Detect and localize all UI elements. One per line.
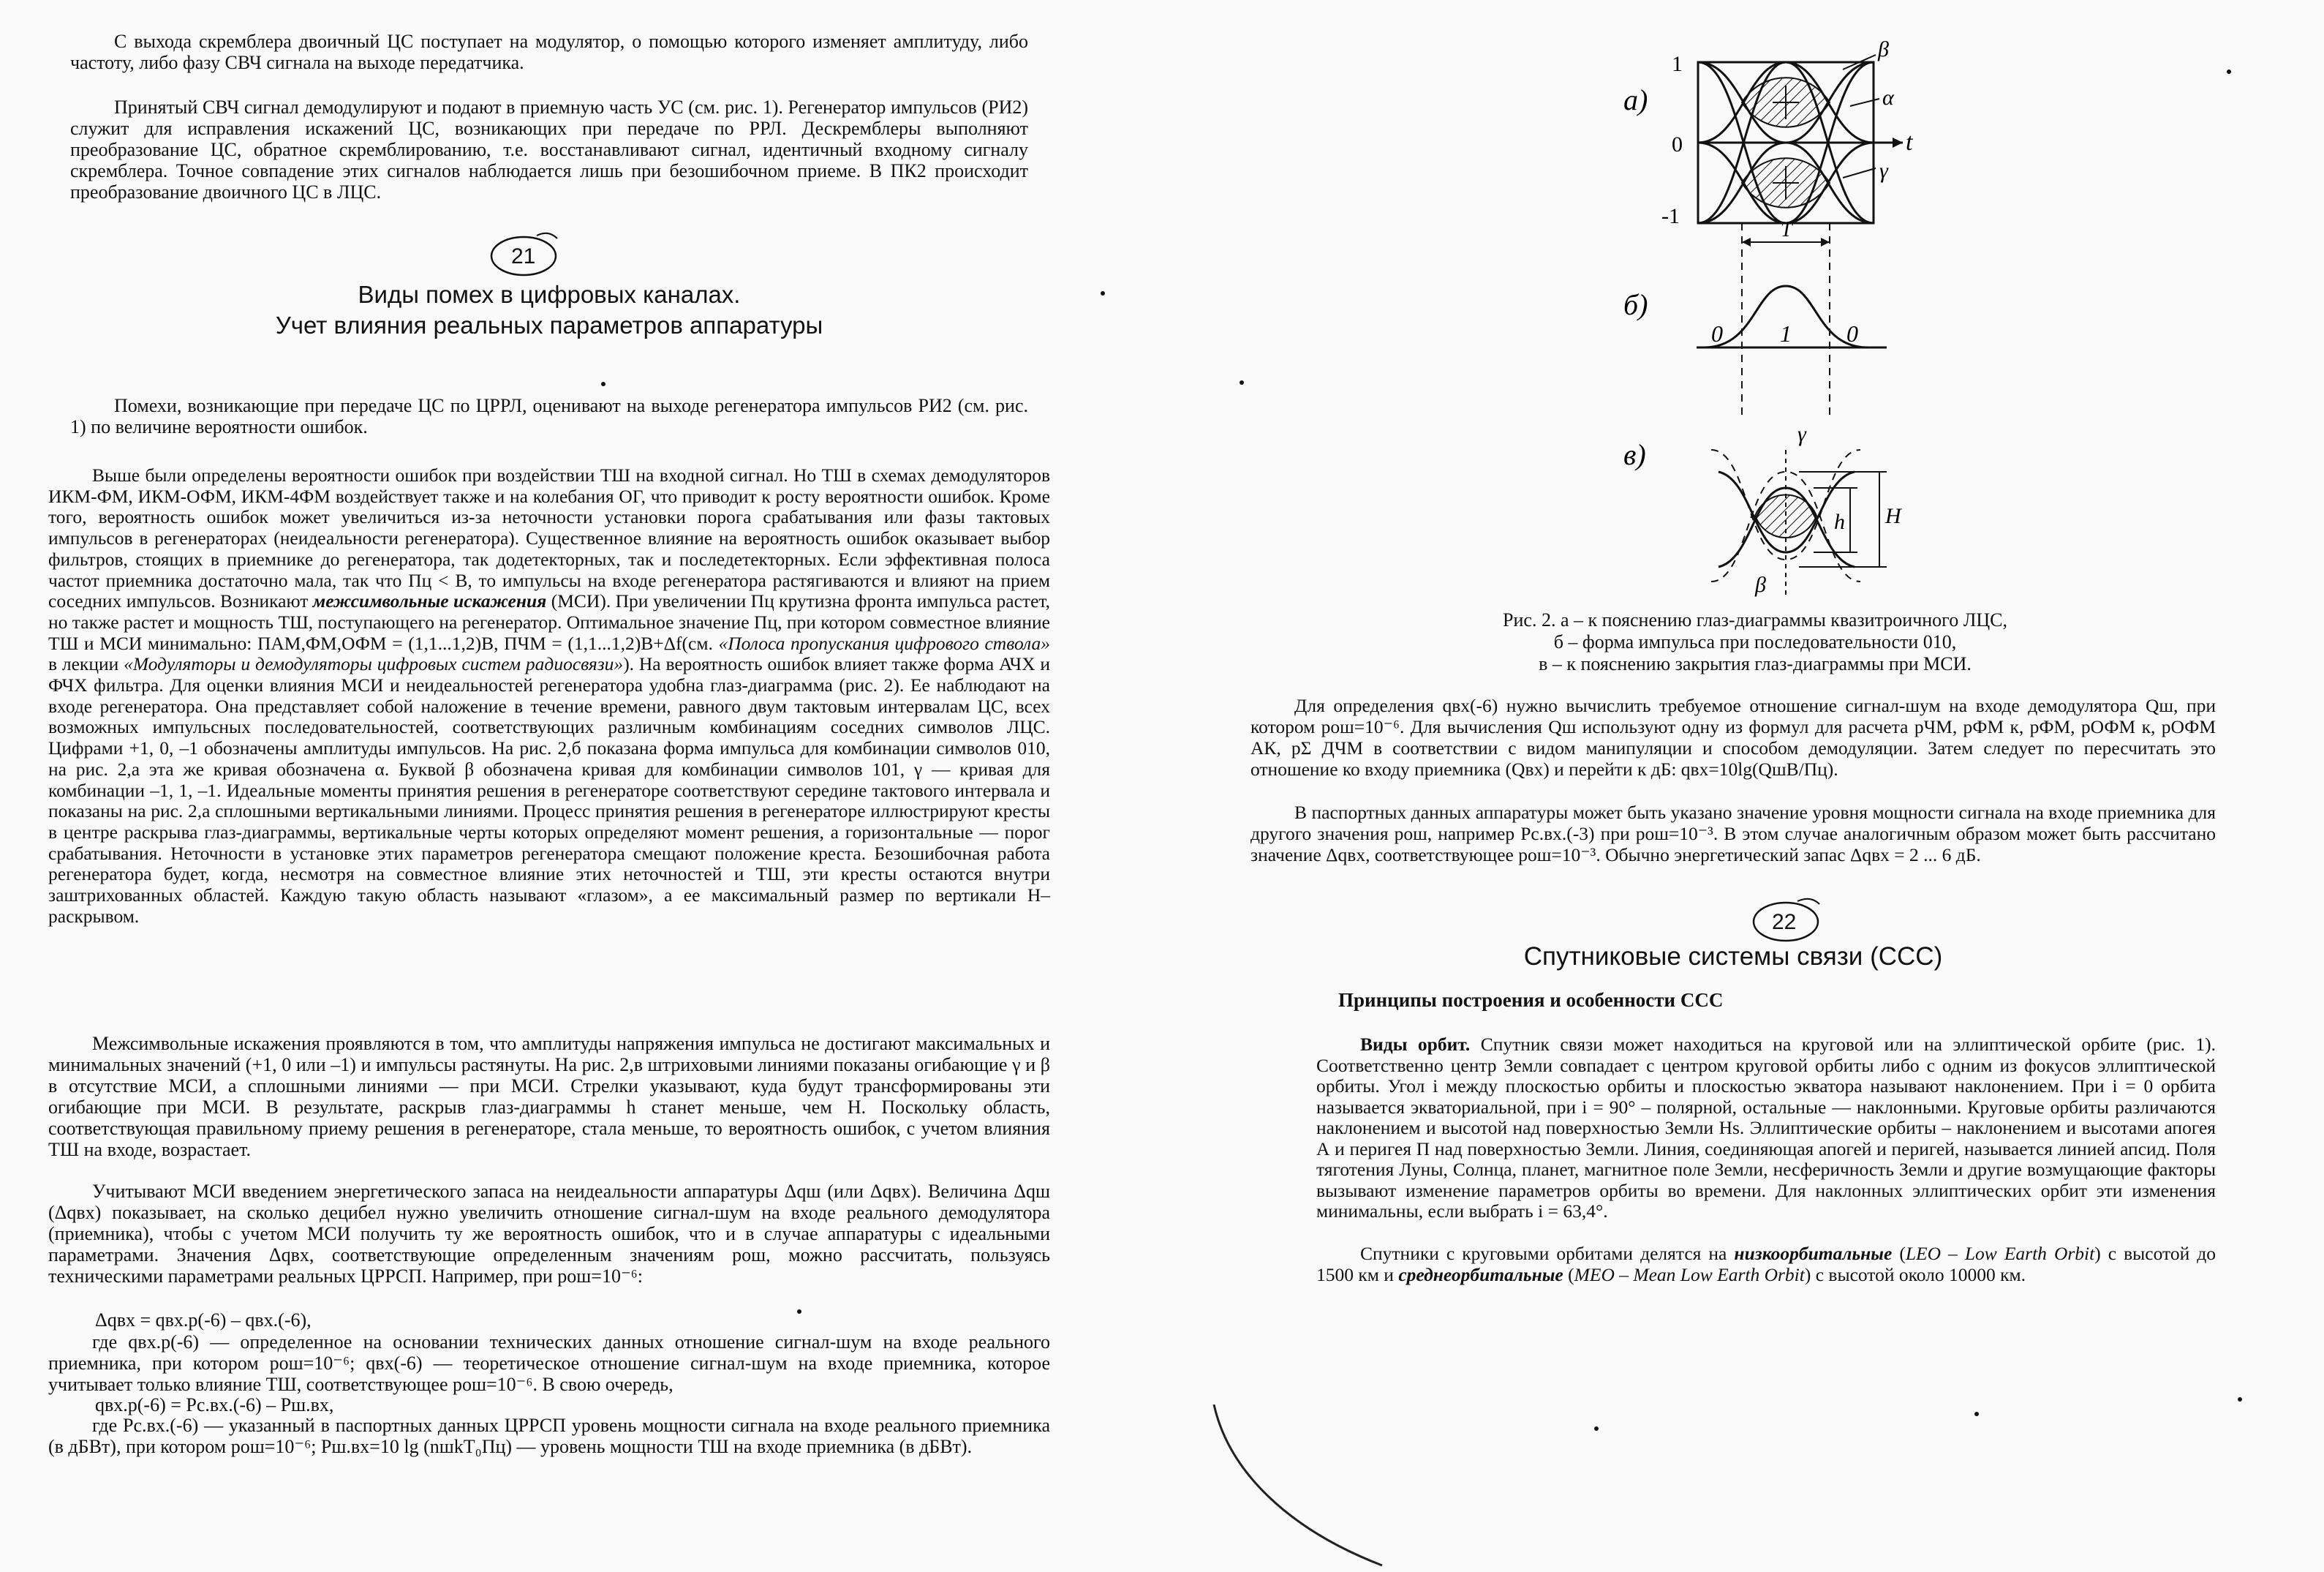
subheading: Принципы построения и особенности ССС	[1338, 989, 1724, 1011]
caption-line-3: в – к пояснению закрытия глаз-диаграммы при МСИ.	[1539, 653, 1972, 674]
right-page	[1170, 0, 2324, 1572]
paragraph-noise: Помехи, возникающие при передаче ЦС по ЦРРЛ, оценивают на выходе регенератора импульсов РИ2 (см. рис. 1) по величине вероятности ошибок.	[70, 395, 1028, 437]
scan-speck	[1594, 1426, 1599, 1431]
left-page	[0, 0, 1141, 1572]
paragraph-where-q: где qвх.р(-6) — определенное на основании технических данных отношение сигнал-шум на входе реального приемника, при котором pош=10⁻⁶; qвх(-6) — теоретическое отношение сигнал-шум на входе приемника, которое учитывает только влияние ТШ, соответствующее pош=10⁻⁶. В свою очередь,	[48, 1331, 1050, 1395]
figure-2-caption	[1389, 609, 2121, 675]
paragraph-modulator: С выхода скремблера двоичный ЦС поступает на модулятор, о помощью которого изменяет амплитуду, либо частоту, либо фазу СВЧ сигнала на выходе передатчика.	[70, 31, 1028, 73]
diagram-v	[1623, 422, 1903, 597]
heading-line-1: Виды помех в цифровых каналах.	[358, 281, 741, 308]
section-number-text: 21	[511, 244, 536, 268]
paragraph-orbits: Виды орбит. Спутник связи может находиться на круговой или на эллиптической орбите (рис. 1). Соответственно центр Земли совпадает с центром круговой орбиты либо с одним из фокусов эллиптической орбиты. Угол i между плоскостью орбиты и плоскостью экватора называют наклонением. При i = 0 орбита называется экваториальной, при i = 90° – полярной, остальные — наклонными. Круговые орбиты различаются наклонением и высотой над поверхностью Земли Hs. Эллиптические орбиты – наклонением и высотами апогея А и перигея П над поверхностью Земли. Линия, соединяющая апогей и перигей, называется линией апсид. Поля тяготения Луны, Солнца, планет, магнитное поле Земли, несферичность Земли и другие возмущающие факторы вызывают изменение параметров орбиты во времени. Для наклонных эллиптических орбит эти изменения минимальны, если выбрать i = 63,4°.	[1316, 1034, 2216, 1222]
v-label-h: h	[1834, 510, 1845, 534]
figure-2-eye-diagram	[1623, 40, 1931, 625]
scan-speck	[797, 1309, 801, 1314]
label-gamma: γ	[1879, 159, 1888, 183]
scan-edge-curve	[1199, 1404, 1389, 1572]
section-heading	[70, 279, 1028, 341]
heading-line-2: Учет влияния реальных параметров аппаратуры	[275, 312, 823, 339]
paragraph-orbit-types: Спутники с круговыми орбитами делятся на низкоорбитальные (LEO – Low Earth Orbit) с высотой до 1500 км и среднеорбитальные (MEO – Mean Low Earth Orbit) с высотой около 10000 км.	[1316, 1243, 2216, 1285]
y-label-0: 0	[1672, 132, 1683, 157]
section-heading-satellite: Спутниковые системы связи (ССС)	[1523, 942, 1943, 971]
formula-q-p: qвх.р(-6) = Pс.вх.(-6) – Pш.вх,	[95, 1394, 334, 1415]
pulse-label-0-right: 0	[1846, 320, 1858, 347]
axis-t-label: t	[1906, 129, 1913, 156]
diagram-b	[1623, 286, 1887, 347]
paragraph-q-calc: Для определения qвх(-6) нужно вычислить требуемое отношение сигнал-шум на входе демодулятора Qш, при котором pош=10⁻⁶. Для вычисления Qш используют одну из формул для расчета pЧМ, pФМ к, pФМ, pОФМ к, pОФМ АК, pΣ ДЧМ в соответствии с видом манипуляции и способом демодуляции. Затем следует по пересчитать это отношение ко входу приемника (Qвх) и перейти к дБ: qвх=10lg(QшB/Пц).	[1250, 695, 2216, 780]
y-label-minus1: -1	[1661, 204, 1680, 228]
scan-speck	[1974, 1412, 1979, 1416]
label-v: в)	[1623, 438, 1646, 471]
caption-line-2: б – форма импульса при последовательности 010,	[1553, 631, 1957, 653]
label-beta: β	[1878, 40, 1889, 61]
v-label-gamma: γ	[1797, 422, 1806, 446]
paragraph-demodulation: Принятый СВЧ сигнал демодулируют и подают в приемную часть УС (см. рис. 1). Регенератор импульсов (РИ2) служит для исправления искажений ЦС, возникающих при передаче по РРЛ. Дескремблеры выполняют преобразование ЦС, обратное скремблированию, т.е. восстанавливают сигнал, идентичный входному сигналу скремблера. Точное совпадение этих сигналов наблюдается лишь при безошибочном приеме. В ПК2 происходит преобразование двоичного ЦС в ЛЦС.	[70, 97, 1028, 203]
pulse-label-1: 1	[1780, 320, 1792, 347]
label-period-T: T	[1781, 219, 1792, 241]
section-number-text: 22	[1772, 910, 1797, 934]
diagram-a	[1623, 40, 1914, 421]
label-a: а)	[1623, 83, 1648, 116]
paragraph-where-p: где Pс.вх.(-6) — указанный в паспортных данных ЦРРСП уровень мощности сигнала на входе реального приемника (в дБВт), при котором pош=10⁻⁶; Pш.вх=10 lg (nшkT₀Пц) — уровень мощности ТШ на входе приемника (в дБВт).	[48, 1415, 1050, 1457]
v-label-beta: β	[1755, 573, 1766, 597]
paragraph-passport-data: В паспортных данных аппаратуры может быть указано значение уровня мощности сигнала на входе приемника для другого значения pош, например Pс.вх.(-3) при pош=10⁻³. В этом случае аналогичным образом может быть рассчитано значение Δqвх, соответствующее pош=10⁻³. Обычно энергетический запас Δqвх = 2 ... 6 дБ.	[1250, 802, 2216, 865]
scan-speck	[1240, 380, 1244, 385]
label-b: б)	[1623, 288, 1648, 321]
scan-speck	[2238, 1397, 2242, 1402]
scan-speck	[2227, 69, 2231, 74]
scan-speck	[1101, 291, 1105, 296]
paragraph-isi: Межсимвольные искажения проявляются в том, что амплитуды напряжения импульса не достигают максимальных и минимальных значений (+1, 0 или –1) и импульсы растянуты. На рис. 2,в штриховыми линиями показаны огибающие γ и β в отсутствие МСИ, а сплошными линиями — при МСИ. Стрелки указывают, куда будут трансформированы эти огибающие при МСИ. В результате, раскрыв глаз-диаграммы h станет меньше, чем H. Поскольку область, соответствующая правильному приему решения в регенераторе, стала меньше, то вероятность ошибок, с учетом влияния ТШ на входе, возрастает.	[48, 1033, 1050, 1160]
scan-speck	[601, 382, 605, 386]
pulse-label-0-left: 0	[1711, 320, 1723, 347]
y-label-1: 1	[1672, 52, 1683, 76]
v-label-H: H	[1885, 504, 1901, 528]
paragraph-error-probability: Выше были определены вероятности ошибок при воздействии ТШ на входной сигнал. Но ТШ в схемах демодуляторов ИКМ-ФМ, ИКМ-ОФМ, ИКМ-4ФМ воздействует также и на колебания ОГ, что приводит к росту вероятности ошибок. Кроме того, вероятность ошибок может увеличиться из-за неточности установки порога срабатывания или фазы тактовых импульсов в регенераторах (неидеальности регенератора). Существенное влияние на вероятность ошибок оказывает выбор фильтров, стоящих в приемнике до регенератора, так додетекторных, так и последетекторных. Если эффективная полоса частот приемника достаточно мала, так что Пц < B, то импульсы на входе регенератора растягиваются и влияют на прием соседних импульсов. Возникают межсимвольные искажения (МСИ). При увеличении Пц крутизна фронта импульса растет, но также растет и мощность ТШ, поступающего на регенератор. Оптимальное значение Пц, при котором совместное влияние ТШ и МСИ минимально: ПАМ,ФМ,ОФМ = (1,1...1,2)В, ПЧМ = (1,1...1,2)В+Δf(см. «Полоса пропускания цифрового ствола» в лекции «Модуляторы и демодуляторы цифровых систем радиосвязи»). На вероятность ошибок влияет также форма АЧХ и ФЧХ фильтра. Для оценки влияния МСИ и неидеальностей регенератора удобна глаз-диаграмма (рис. 2). Ее наблюдают на входе регенератора. Она представляет собой наложение в течение времени, равного двум тактовым интервалам ЦС, всех возможных импульсных последовательностей, соответствующих различным комбинациям соседних символов ЛЦС. Цифрами +1, 0, –1 обозначены амплитуды импульсов. На рис. 2,б показана форма импульса для комбинации символов 010, на рис. 2,а эта же кривая обозначена α. Буквой β обозначена кривая для комбинации символов 101, γ — кривая для комбинации –1, 1, –1. Идеальные моменты принятия решения в регенераторе соответствуют середине тактового интервала и показаны на рис. 2,а сплошными вертикальными линиями. Процесс принятия решения в регенераторе иллюстрируют кресты в центре раскрыва глаз-диаграммы, вертикальные черты которых определяют момент решения, а горизонтальные — порог срабатывания. Неточности в установке этих параметров регенератора смещают положение креста. Безошибочная работа регенератора будет, когда, несмотря на совместное влияние этих неточностей и ТШ, эти кресты остаются внутри заштрихованных областей. Каждую такую область называют «глазом», а ее максимальный размер по вертикали H–раскрывом.	[48, 465, 1051, 927]
section-number-22	[1748, 894, 1828, 944]
caption-line-1: Рис. 2. а – к пояснению глаз-диаграммы квазитроичного ЛЦС,	[1503, 609, 2007, 631]
section-number-21	[486, 228, 566, 278]
paragraph-energy-margin: Учитывают МСИ введением энергетического запаса на неидеальности аппаратуры Δqш (или Δqвх). Величина Δqш (Δqвх) показывает, на сколько децибел нужно увеличить отношение сигнал-шум на входе реального демодулятора (приемника), чтобы с учетом МСИ получить ту же вероятность ошибок, что и в случае аппаратуры с идеальными параметрами. Значения Δqвх, соответствующие определенным значениям pош, можно рассчитать, пользуясь техническими параметрами реальных ЦРРСП. Например, при pош=10⁻⁶:	[48, 1181, 1050, 1287]
label-alpha: α	[1882, 86, 1894, 110]
formula-delta-q: Δqвх = qвх.р(-6) – qвх.(-6),	[95, 1309, 312, 1331]
